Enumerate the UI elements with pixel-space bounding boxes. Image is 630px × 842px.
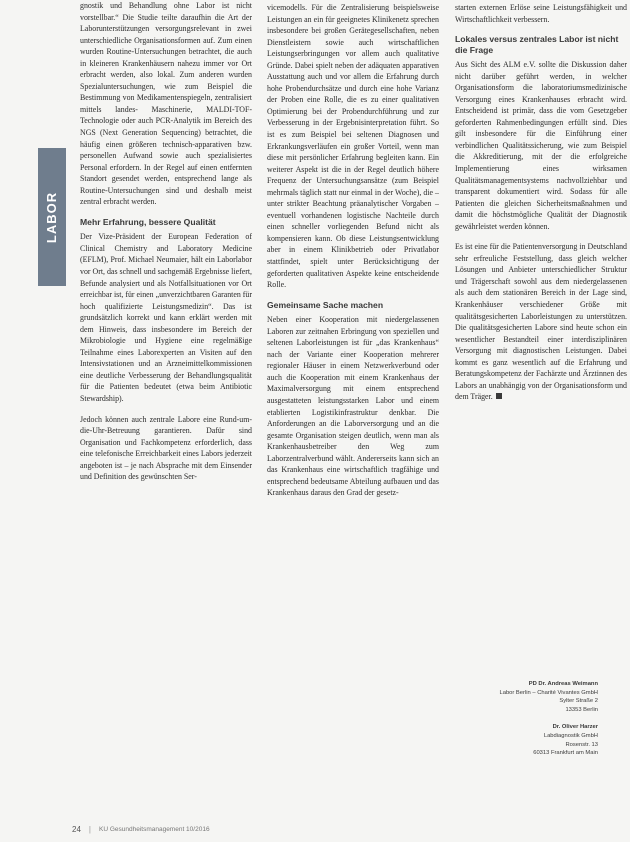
author-block: [438, 680, 598, 714]
author-block: [438, 723, 598, 757]
text-column-2: [267, 2, 439, 508]
page-footer: [72, 825, 210, 834]
paragraph: starten externen Erlöse seine Leistungsfähigkeit und Wirtschaftlichkeit verbessern.: [455, 3, 627, 24]
author-name: PD Dr. Andreas Weimann: [528, 681, 598, 687]
paragraph: [455, 241, 627, 403]
author-organization: Labor Berlin – Charité Vivantes GmbH: [499, 689, 598, 696]
text-column-1: [80, 0, 252, 492]
paragraph: Neben einer Kooperation mit niedergelassenen Laboren zur zeitnahen Erbringung von speziellen und seltenen Laborleistungen ist für „das Krankenhaus“ nach der Variante einer Kooperation mehrerer regionaler Häuser in einem Netzwerkverbund oder auch die Kooperation mit einem Krankenhaus der Maximalversorgung mit einem entsprechend ausgestatteten leistungsstarken Labor und einem etablierten Logistikinfrastruktur denkbar. Die Anforderungen an die Laborversorgung und an die gesamte Organisation steigen deutlich, wenn man als Krankenhausbetreiber den Weg zum Laborzentralverbund wählt. Andererseits kann sich an das Krankenhaus eine wirtschaftlich tragfähige und entsprechend bedeutsame Abteilung aufbauen und das Krankenhaus daraus den Grad der gesetz-: [267, 315, 439, 498]
footer-separator: |: [88, 825, 91, 834]
author-city: 60313 Frankfurt am Main: [533, 750, 598, 757]
paragraph: Aus Sicht des ALM e.V. sollte die Diskussion daher nicht darüber geführt werden, in welcher Organisationsform die laboratoriumsmedizinische Versorgung eines Krankenhauses erbracht wird. Entscheidend ist primär, dass die vom Gesetzgeber geforderten Rahmenbedingungen erfüllt sind. Dies gilt insbesondere für die Einführung einer verbindlichen Qualitätssicherung, wie zum Beispiel die Akkreditierung, mit der die erfolgreiche Implementierung eines wirksamen Qualitätsmanagementsystems nachvollziehbar und transparent dokumentiert wird. Sodass für alle Patienten die gleichen Sicherheitsmaßnahmen und damit die höchstmögliche Qualität der Diagnostik gewährleistet werden können.: [455, 60, 627, 231]
text-column-3: [455, 2, 627, 412]
author-name: Dr. Oliver Harzer: [552, 724, 598, 731]
subheading: Lokales versus zentrales Labor ist nicht die Frage: [455, 34, 619, 55]
end-of-article-mark: [496, 393, 502, 399]
author-city: 13353 Berlin: [565, 706, 598, 713]
author-organization: Labdiagnostik GmbH: [543, 732, 598, 739]
paragraph-text: Es ist eine für die Patientenversorgung in Deutschland sehr erfreuliche Feststellung, dass gleich welcher Lösungen und Anbieter unterschiedlicher Struktur und Trägerschaft sowohl aus dem niedergelassenen als auch dem stationären Bereich in der Lage sind, Krankenhäuser verschiedener Größe mit qualitätsgesicherten Laborleistungen zu unterstützen. Die qualitätsgesicherten Labore sind heute schon ein wesentlicher Bestandteil einer interdisziplinären Versorgung mit diagnostischen Leistungen. Dabei kommt es ganz wesentlich auf die Erfahrung und Beratungskompetenz der Fachärzte und Ärztinnen des Labors an unabhängig von der Organisationsform und dem Träger.: [455, 242, 627, 402]
section-label: LABOR: [44, 191, 60, 243]
paragraph: Jedoch können auch zentrale Labore eine Rund-um-die-Uhr-Betreuung garantieren. Dafür sind Organisation und Fachkompetenz erforderlich, dass eine telefonische Erreichbarkeit eines Labors jederzeit angeboten ist – je nach Absprache mit dem Einsender und Definition des gewünschten Ser-: [80, 414, 252, 482]
paragraph: vicemodells. Für die Zentralisierung beispielsweise Leistungen an ein für geeignetes Klinikenetz sprechen insbesondere bei großen Gerätegesellschaften, neben Dienstleistern sowie auch wirtschaftlichen Leistungserbringungen vor allem auch qualitative Gründe. Dabei spielt neben der adäquaten apparativen Ausstattung auch und vor allem die Erfahrung durch hohe Probendurchsätze und durch eine hohe Varianz der Proben eine Rolle, die es zu einer qualitativen Optimierung bei der Probendurchführung und zur Verbesserung in der Ergebnisinterpretation führt. So ist es zum Beispiel bei seltenen Diagnosen und Erkrankungsverläufen ein großer Vorteil, wenn man diese mit persönlicher Erfahrung begleiten kann. Ein weiterer Aspekt ist die in der Regel deutlich höhere Frequenz der Untersuchungsansätze (zum Beispiel mehrmals täglich statt nur einmal in der Woche), die – unter strikter Beachtung präanalytischer Vorgaben – eventuell vorhandenen logistische Nachteile durch einen schneller vorliegenden Befund nicht als kompensieren kann. Ob diese Leistungsentwicklung aber in einem Klinikbetrieb oder Privatlabor stattfindet, spielt unter Berücksichtigung der geforderten qualitativen Aspekte keine entscheidende Rolle.: [267, 3, 439, 290]
paragraph: Der Vize-Präsident der European Federation of Clinical Chemistry and Laboratory Medicine (EFLM), Prof. Michael Neumaier, hält ein Laborlabor vor Ort, das schnell und sachgemäß Ergebnisse liefert, Befunde analysiert und als Notfallsituationen vor Ort erreichbar ist, für einen „unverzichtbaren Garanten für hoch qualifizierte Leistungsmedizin“. Das ist grundsätzlich korrekt und kann erklärt werden mit dem Hinweis, dass insbesondere im Bereich der Mikrobiologie und Hygiene eine regelmäßige Teilnahme eines Laborexperten an Visiten auf den Intensivstationen und an Arzneimittelkommissionen eine deutliche Verbesserung der Behandlungsqualität für die Patienten bedeutet (etwa beim Antibiotic Stewardship).: [80, 232, 252, 403]
subheading: Mehr Erfahrung, bessere Qualität: [80, 216, 216, 227]
author-info: [438, 680, 598, 767]
paragraph: gnostik und Behandlung ohne Labor ist nicht vorstellbar.“ Die Studie teilte daraufhin die Art der Laborunterstützungen versorgungsrelevant in zwei unterschiedliche Organisationsformen auf. Zum einen wurden Routine-Untersuchungen betrachtet, die auch in kleineren Krankenhäusern nahezu immer vor Ort erbracht werden, also lokal. Zum anderen wurden Spezialuntersuchungen, wie zum Beispiel die Bestimmung von Medikamentenspiegeln, zentralisiert mittels landes- Maschinerie, MALDI-TOF-Technologie oder auch PCR-Analytik im Bereich des NGS (Next Generation Sequencing) betrachtet, die häufig einen größeren technisch-apparativen bzw. personellen Aufwand sowie auch spezialisiertes Personal erfordern. In der Regel auf einen entfernten Standort gesendet werden, entsprechend lange als Routine-Untersuchungen sind und deshalb meist zentral erbracht werden.: [80, 1, 252, 207]
subheading: Gemeinsame Sache machen: [267, 299, 384, 310]
section-tab: [38, 148, 66, 286]
author-street: Sylter Straße 2: [559, 698, 598, 705]
publication-name: KU Gesundheitsmanagement 10/2016: [98, 826, 210, 833]
author-street: Rosenstr. 13: [565, 741, 598, 748]
page-number: 24: [72, 825, 81, 834]
